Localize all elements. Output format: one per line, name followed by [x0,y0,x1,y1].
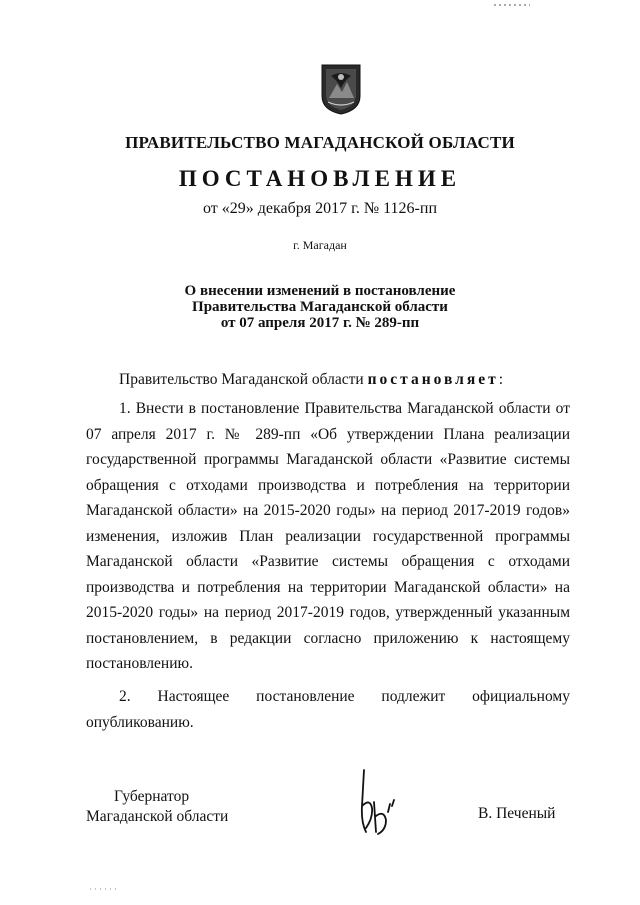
scan-speck [492,2,532,8]
scan-speck [88,886,118,892]
intro-colon: : [498,371,504,388]
paragraph-2: 2. Настоящее постановление подлежит официальному опубликованию. [86,688,570,731]
paragraph-1-block [86,396,570,677]
subject-line: от 07 апреля 2017 г. № 289-пп [220,315,420,331]
intro-line [119,371,503,389]
city: г. Магадан [293,238,347,252]
date-number: от «29» декабря 2017 г. № 1126-пп [202,200,438,217]
signer-name: В. Печеный [478,805,556,822]
signatory-title-line: Магаданской области [86,808,229,825]
signatory-title [86,787,228,827]
document-subject [0,283,640,331]
intro-decrees: постановляет [367,371,499,388]
paragraph-2-block [86,684,570,735]
handwritten-signature [350,762,400,842]
subject-line: О внесении изменений в постановление [184,283,456,299]
signatory-title-line: Губернатор [114,788,190,805]
document-type: ПОСТАНОВЛЕНИЕ [178,166,462,191]
government-name: ПРАВИТЕЛЬСТВО МАГАДАНСКОЙ ОБЛАСТИ [125,133,515,152]
subject-line: Правительства Магаданской области [192,299,448,315]
paragraph-1: 1. Внести в постановление Правительства Магаданской области от 07 апреля 2017 г. № 289-пп «Об утверждении Плана реализации государственной программы Магаданской области «Развитие системы обращения с отходами производства и потребления на территории Магаданской области» на 2015-2020 годы» на период 2017-2019 годов» изменения, изложив План реализации государственной программы Магаданской области «Развитие системы обращения с отходами производства и потребления на территории Магаданской области» на 2015-2020 годы» на период 2017-2019 годов, утвержденный указанным постановлением, в редакции согласно приложению к настоящему постановлению. [86,400,570,672]
coat-of-arms-icon [319,62,363,116]
intro-text: Правительство Магаданской области [119,371,368,388]
